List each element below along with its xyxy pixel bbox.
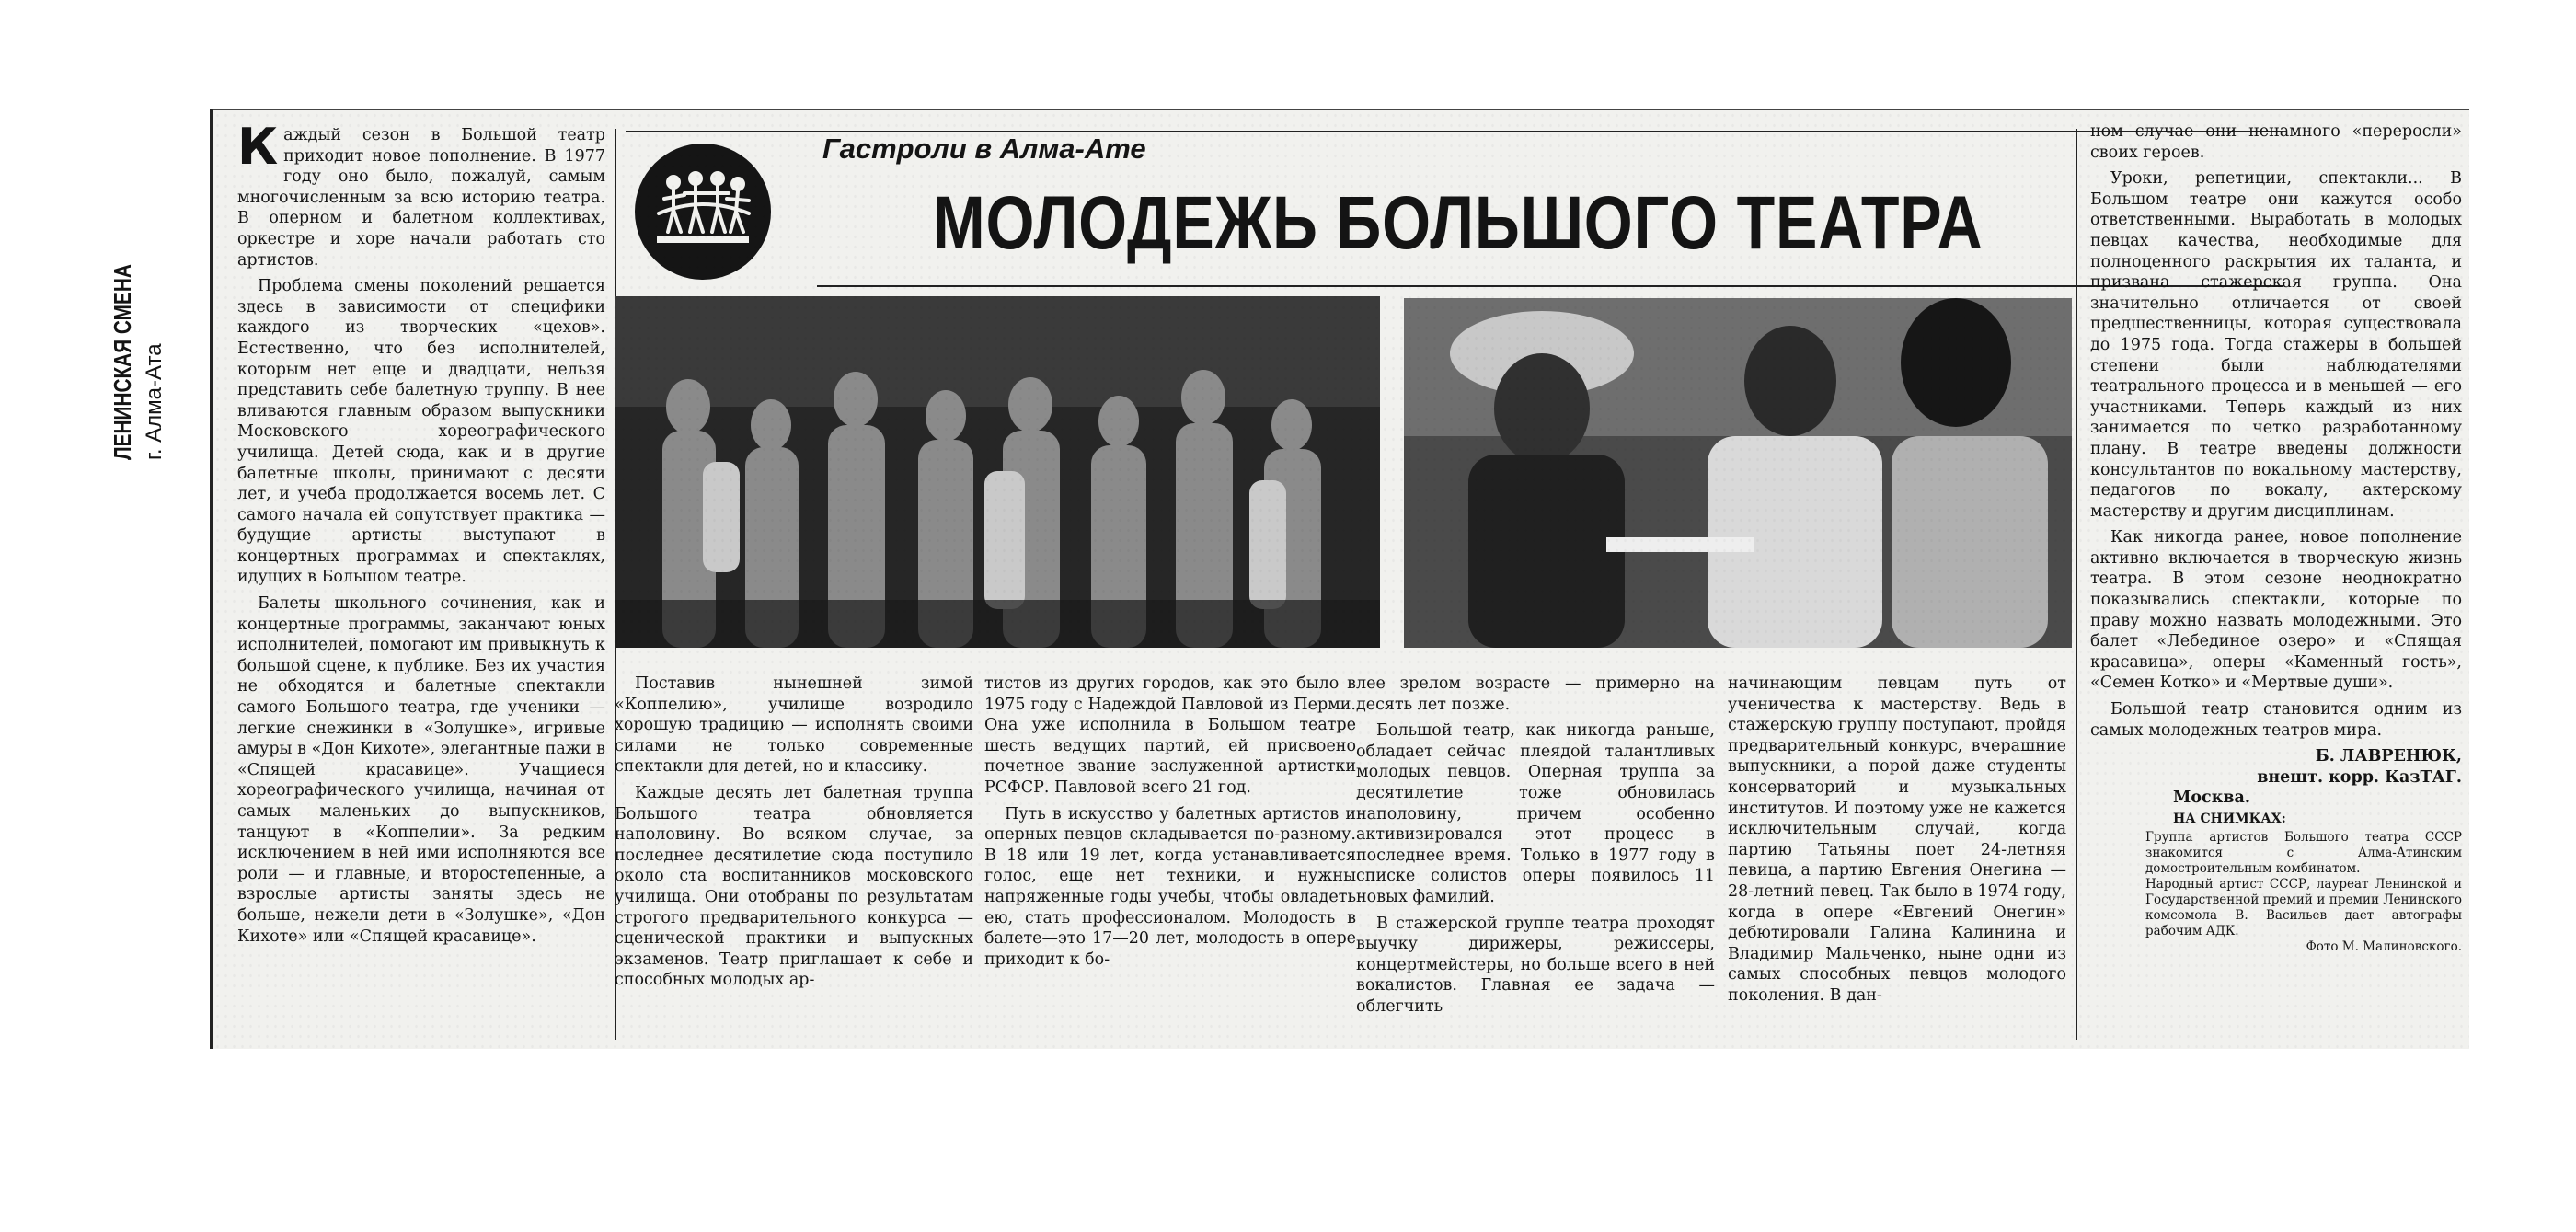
column-5 — [1728, 674, 2066, 1012]
paragraph: Проблема смены поколений решается здесь в зависимости от специфики каждого из творческих «цехов». Естественно, что без исполнителей, которым нет еще и двадцати, нельзя представить себе балетную труппу. В нее вливаются главным образом выпускники Московского хореографического училища. Детей сюда, как и в другие балетные школы, принимают с десяти лет, и учеба продолжается восемь лет. С самого начала ей сопутствует практика — будущие артисты выступают в концертных программах и спектаклях, идущих в Большом театре. — [237, 277, 605, 587]
column-1 — [237, 118, 605, 952]
paragraph-text: аждый сезон в Большой театр приходит новое пополнение. В 1977 году оно было, пожалуй, самым многочисленным за всю историю театра. В оперном и балетном коллективах, оркестре и хоре начали работать сто артистов. — [237, 126, 605, 270]
author-signature: Б. ЛАВРЕНЮК, — [2315, 747, 2462, 766]
column-6 — [2090, 121, 2462, 955]
newspaper-clipping — [210, 109, 2469, 1049]
paragraph: В стажерской группе театра проходят выучку дирижеры, режиссеры, концертмейстеры, но больше всего в ней вокалистов. Главная ее задача — облегчить — [1356, 914, 1715, 1016]
paragraph: Как никогда ранее, новое пополнение активно включается в творческую жизнь театра. В этом сезоне неоднократно показывались спектакли, которые по праву можно назвать молодежными. Это балет «Лебединое озеро» и «Спящая красавица», оперы «Каменный гость», «Семен Котко» и «Мертвые души». — [2090, 528, 2462, 693]
paragraph: тистов из других городов, как это было в 1975 году с Надеждой Павловой из Перми. Она уже исполнила в Большом театре шесть ведущих партий, ей присвоено почетное звание заслуженной артистки РСФСР. Павловой всего 21 год. — [984, 674, 1356, 797]
paragraph: Каждые десять лет балетная труппа Большого театра обновляется наполовину. Во всяком случае, за последнее десятилетие сюда поступило около ста воспитанников московского училища. Они отобраны по результатам строгого предварительного конкурса — сценической практики и выпускных экзаменов. Театр приглашает к себе и способных молодых ар- — [615, 783, 973, 990]
city-stamp: г. Алма-Ата — [142, 343, 167, 460]
bolshoi-dancers-emblem — [631, 140, 775, 283]
drop-cap: К — [237, 118, 279, 176]
headline: МОЛОДЕЖЬ БОЛЬШОГО ТЕАТРА — [933, 181, 1984, 265]
captions-heading: НА СНИМКАХ: — [2173, 812, 2286, 826]
paragraph: Уроки, репетиции, спектакли... В Большом театре они кажутся особо ответственными. Выработать в молодых певцах качества, необходимые для полноценного раскрытия их таланта, и призвана стажерская группа. Она значительно отличается от своей предшественницы, которая существовала до 1975 года. Тогда стажеры в большей степени были наблюдателями театрального процесса и в меньшей — его участниками. Теперь каждый из них занимается по четко разработанному плану. В театре введены должности консультантов по вокальному мастерству, педагогов по вокалу, актерскому мастерству и другим дисциплинам. — [2090, 169, 2462, 521]
rubric-label: Гастроли в Алма-Ате — [822, 132, 1146, 165]
photo-right-border — [2076, 129, 2077, 1040]
paragraph — [237, 118, 605, 271]
photo-vasiliev-signing-autographs — [1404, 298, 2072, 648]
paragraph: начинающим певцам путь от ученичества к мастерству. Ведь в стажерскую группу поступают, пройдя предварительный конкурс, вчерашние выпускники, а порой даже студенты консерваторий и музыкальных институтов. И поэтому уже не кажется исключительным случай, когда партию Татьяны поет 24-летняя певица, а партию Евгения Онегина — 28-летний певец. Так было в 1974 году, когда в опере «Евгений Онегин» дебютировали Галина Калинина и Владимир Мальченко, ныне одни из самых способных певцов молодого поколения. В дан- — [1728, 674, 2066, 1005]
caption-2: Народный артист СССР, лауреат Ленинской и Государственной премий и премии Ленинского комсомола В. Васильев дает автографы рабочим АДК. — [2145, 876, 2462, 938]
paragraph: Большой театр, как никогда раньше, обладает сейчас плеядой талантливых молодых певцов. Оперная труппа за десятилетие тоже обновилась наполовину, причем особенно активизировался этот процесс в последнее время. Только в 1977 году в списке солистов оперы появилось 11 новых фамилий. — [1356, 721, 1715, 906]
dateline-city: Москва. — [2173, 789, 2250, 808]
newspaper-stamp: ЛЕНИНСКАЯ СМЕНА — [109, 264, 136, 460]
paragraph: Балеты школьного сочинения, как и концертные программы, заканчают юных исполнителей, помогают им привыкнуть к большой сцене, к публике. Без их участия не обходятся и балетные спектакли самого Большого театра, где ученики — легкие снежинки в «Золушке», игривые амуры в «Дон Кихоте», элегантные пажи в «Спящей красавице». Учащиеся хореографического училища, начиная от самых маленьких до выпускников, танцуют в «Коппелии». За редким исключением в ней ими исполняются все роли — и главные, и второстепенные, а взрослые артисты заняты здесь не больше, нежели дети в «Золушке», «Дон Кихоте» или «Спящей красавице». — [237, 594, 605, 946]
author-position: внешт. корр. КазТАГ. — [2257, 767, 2462, 787]
photo-credit: Фото М. Малиновского. — [2306, 938, 2462, 954]
margin-note — [109, 239, 167, 515]
photo-artists-at-factory — [615, 296, 1380, 648]
paragraph: лее зрелом возрасте — примерно на десять лет позже. — [1356, 674, 1715, 714]
headline-rule — [817, 285, 2283, 287]
paragraph: Путь в искусство у балетных артистов и оперных певцов складывается по-разному. В 18 или 19 лет, когда устанавливается голос, еще нет техники, и нужны напряженные годы учебы, чтобы овладеть ею, стать профессионалом. Молодость в балете—это 17—20 лет, молодость в опере приходит к бо- — [984, 804, 1356, 969]
column-2 — [615, 674, 973, 996]
paragraph: Поставив нынешней зимой «Коппелию», училище возродило хорошую традицию — исполнять своими силами не только современные спектакли для детей, но и классику. — [615, 674, 973, 777]
paragraph: ном случае они ненамного «переросли» своих героев. — [2090, 122, 2462, 162]
column-4 — [1356, 674, 1715, 1023]
paragraph: Большой театр становится одним из самых молодежных театров мира. — [2090, 700, 2462, 740]
caption-1: Группа артистов Большого театра СССР знакомится с Алма-Атинским домостроительным комбинатом. — [2145, 829, 2462, 876]
column-3 — [984, 674, 1356, 975]
